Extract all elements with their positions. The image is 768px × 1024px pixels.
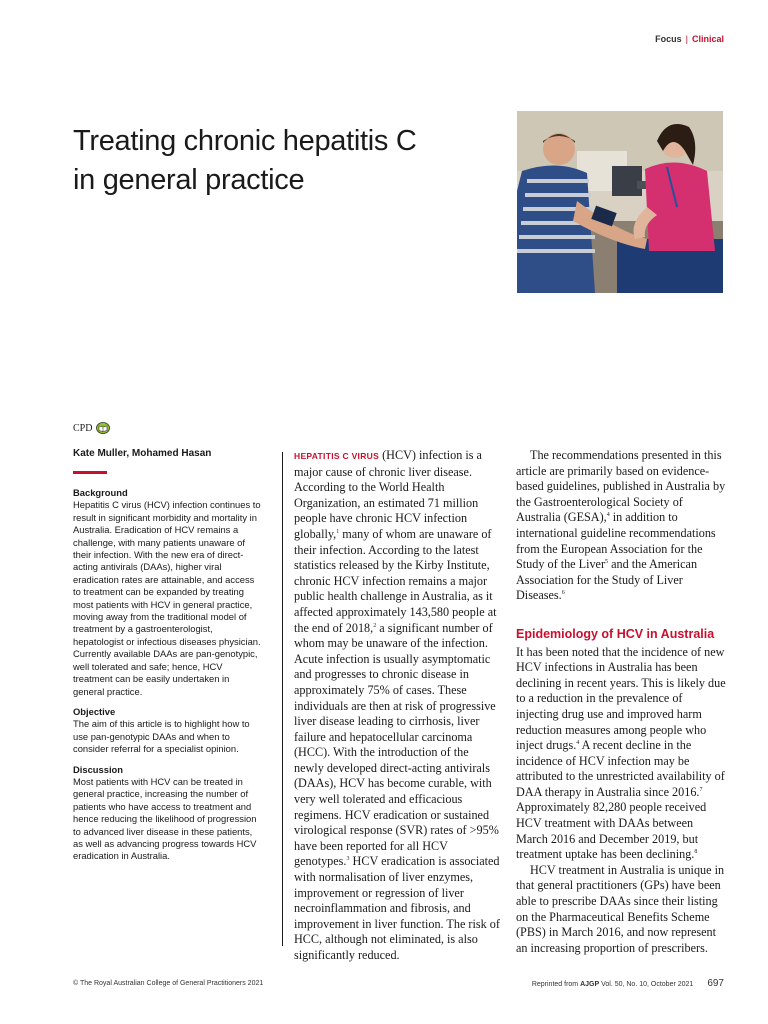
recommendations-paragraph: The recommendations presented in this article are primarily based on evidence-based guidelines, published in Australia by the Gastroenterological Society of Australia (GESA),$^4$ in addition to international guideline recommendations from the European Association for the Study of the Liver$^5$ and the American Association for the Study of Liver Diseases.$^6$: [516, 448, 726, 603]
article-title: [73, 122, 493, 200]
ref-4: 4: [606, 512, 610, 519]
ref-8: 8: [694, 849, 698, 856]
page-number: 697: [707, 978, 724, 989]
section-tag: [655, 34, 724, 44]
ref-2: 2: [373, 622, 377, 629]
copyright-notice: © The Royal Australian College of General Practitioners 2021: [73, 980, 264, 987]
ref-3: 3: [346, 856, 350, 863]
tag-separator: |: [685, 34, 688, 44]
objective-heading: Objective: [73, 705, 116, 717]
body-column-2: [516, 448, 726, 956]
authors: Kate Muller, Mohamed Hasan: [73, 448, 212, 459]
body-column-1: [294, 448, 500, 964]
ref-7: 7: [699, 786, 703, 793]
objective-text: The aim of this article is to highlight how to use pan-genotypic DAAs and when to consider referral for a specialist opinion.: [73, 718, 250, 755]
column-divider: [282, 452, 283, 946]
book-icon: [96, 422, 110, 434]
ref-6: 6: [561, 590, 565, 597]
cpd-label: CPD: [73, 422, 93, 434]
epidemiology-paragraph: It has been noted that the incidence of new HCV infections in Australia has been declining in recent years. This is likely due to a reduction in the prevalence of injecting drug use and improved harm reduction measures among people who inject drugs.$^4$ A recent decline in the incidence of HCV infection may be attributed to the unrestricted availability of DAA therapy in Australia since 2016.$^7$ Approximately 82,280 people received HCV treatment with DAAs between March 2016 and December 2019, but treatment uptake has been declining.$^8$: [516, 644, 726, 862]
title-line-1: Treating chronic hepatitis C: [73, 125, 417, 157]
cpd-badge: [73, 422, 110, 434]
background-heading: Background: [73, 487, 128, 498]
clinical-label: Clinical: [691, 34, 724, 44]
journal-name: AJGP: [580, 981, 600, 988]
focus-label: Focus: [655, 34, 682, 44]
consultation-photo: [517, 111, 723, 293]
citation-text: Reprinted from AJGP Vol. 50, No. 10, October 2021: [531, 981, 694, 988]
ref-1: 1: [336, 528, 340, 535]
lead-in: HEPATITIS C VIRUS: [294, 451, 380, 461]
discussion-text: Most patients with HCV can be treated in general practice, increasing the number of patients who have access to treatment and hence reducing the likelihood of progression to advanced liver disease in these patients, as well as advancing progress towards HCV eradication in Australia.: [73, 775, 257, 862]
footer-citation: [532, 978, 724, 989]
abstract: [73, 487, 263, 871]
ref-4b: 4: [576, 740, 580, 747]
discussion-heading: Discussion: [73, 763, 124, 775]
background-text: Hepatitis C virus (HCV) infection continues to result in significant morbidity and mortality in Australia. Eradication of HCV remains a challenge, with many patients unaware of their infection. With the new era of direct-acting antivirals (DAAs), higher viral eradication rates are attainable, and access to treatment can be expanded by treating most patients with HCV in general practice, moving away from the traditional model of treatment by a gastroenterologist, hepatologist or infectious diseases physician. Currently available DAAs are pan-genotypic, well tolerated and safe; hence, HCV treatment can be easily undertaken in general practice.: [73, 499, 261, 697]
gp-treatment-paragraph: HCV treatment in Australia is unique in that general practitioners (GPs) have been able to prescribe DAAs since their listing on the Pharmaceutical Benefits Scheme (PBS) in March 2016, and now represent an increasing proportion of prescribers.: [516, 862, 725, 955]
intro-paragraph: HEPATITIS C VIRUS (HCV) infection is a major cause of chronic liver disease. According to the World Health Organization, an estimated 71 million people have chronic HCV infection globally,$^1$ many of whom are unaware of their infection. According to the latest statistics released by the Kirby Institute, chronic HCV infection remains a major public health challenge in Australia, as it affected approximately 143,580 people at the end of 2018,$^2$ a significant number of whom may be unaware of the infection. Acute infection is usually asymptomatic and progresses to chronic disease in approximately 75% of cases. These individuals are then at risk of progressive liver disease leading to cirrhosis, liver failure and hepatocellular carcinoma (HCC). With the introduction of the newly developed direct-acting antivirals (DAAs), HCV has become curable, with very well tolerated and efficacious regimens. HCV eradication or sustained virological response (SVR) rates of >95% have been reported for all HCV genotypes.$^3$ HCV eradication is associated with normalisation of liver enzymes, improvement or regression of liver necroinflammation and fibrosis, and improvement in liver function. The risk of HCC, although not eliminated, is also significantly reduced.: [294, 448, 500, 962]
title-line-2: in general practice: [73, 164, 305, 196]
ref-5: 5: [605, 559, 609, 566]
author-divider: [73, 471, 107, 474]
section-heading: Epidemiology of HCV in Australia: [516, 626, 715, 641]
